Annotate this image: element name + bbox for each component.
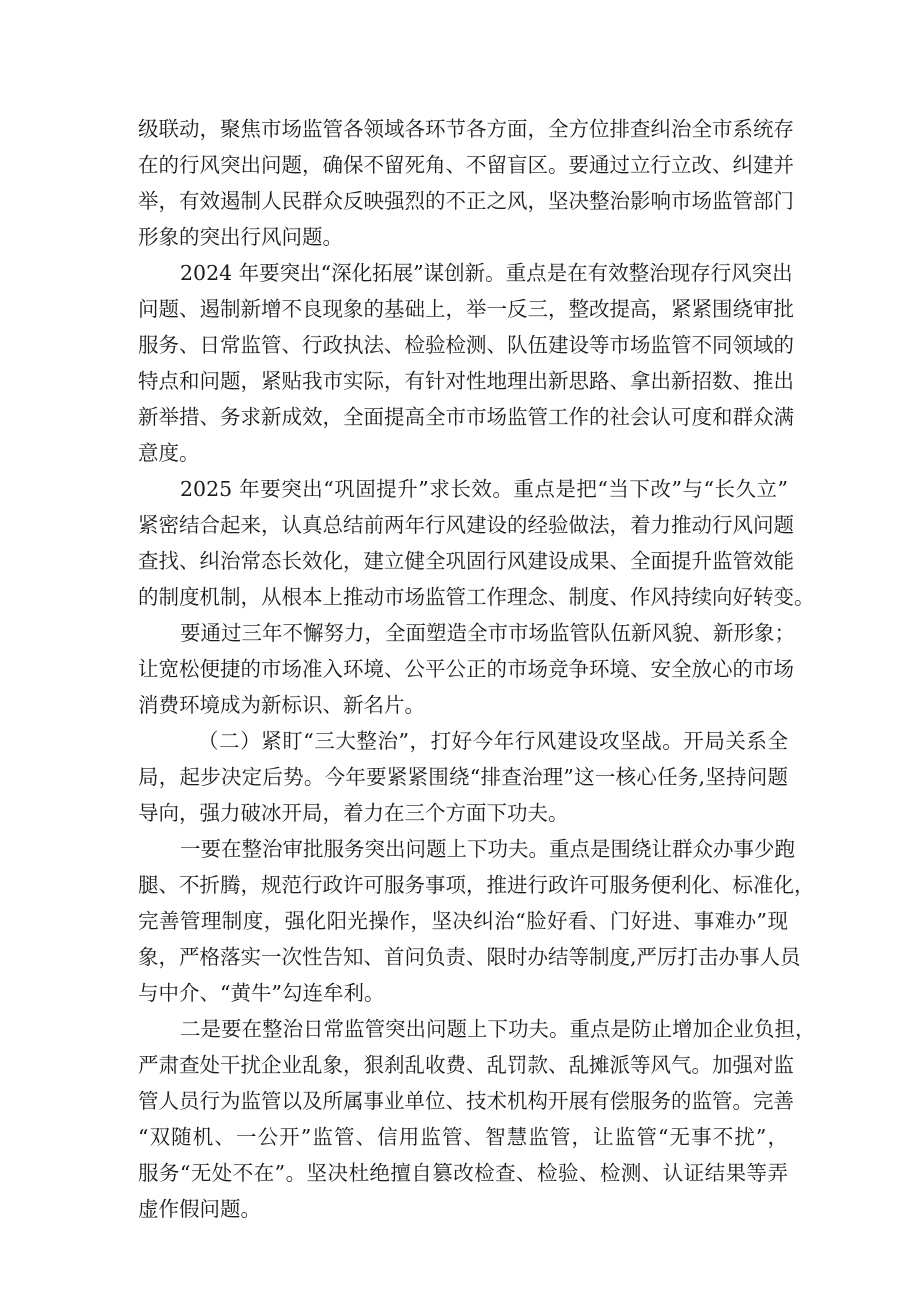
text-line: 意度。 xyxy=(138,441,200,465)
text-line: 与中介、“黄牛”勾连牟利。 xyxy=(138,981,385,1005)
text-line: 让宽松便捷的市场准入环境、公平公正的市场竞争环境、安全放心的市场 xyxy=(138,657,794,681)
text-line: 管人员行为监管以及所属事业单位、技术机构开展有偿服务的监管。完善 xyxy=(138,1089,794,1113)
text-line: 虚作假问题。 xyxy=(138,1197,261,1221)
text-line: 局，起步决定后势。今年要紧紧围绕“排查治理”这一核心任务,坚持问题 xyxy=(138,765,788,789)
text-line: 一要在整治审批服务突出问题上下功夫。重点是围绕让群众办事少跑 xyxy=(180,837,795,861)
text-line: 腿、不折腾，规范行政许可服务事项，推进行政许可服务便利化、标准化， xyxy=(138,873,815,897)
text-line: 紧密结合起来，认真总结前两年行风建设的经验做法，着力推动行风问题 xyxy=(138,513,794,537)
text-line: 形象的突出行风问题。 xyxy=(138,225,343,249)
text-line: “双随机、一公开”监管、信用监管、智慧监管，让监管“无事不扰”， xyxy=(138,1125,788,1149)
text-line: 举，有效遏制人民群众反映强烈的不正之风，坚决整治影响市场监管部门 xyxy=(138,189,794,213)
text-line: 2025 年要突出“巩固提升”求长效。重点是把“当下改”与“长久立” xyxy=(180,477,788,501)
text-line: 服务、日常监管、行政执法、检验检测、队伍建设等市场监管不同领域的 xyxy=(138,333,794,357)
text-line: 导向，强力破冰开局，着力在三个方面下功夫。 xyxy=(138,801,569,825)
text-line: 严肃查处干扰企业乱象，狠刹乱收费、乱罚款、乱摊派等风气。加强对监 xyxy=(138,1053,794,1077)
text-line: 特点和问题，紧贴我市实际，有针对性地理出新思路、拿出新招数、推出 xyxy=(138,369,794,393)
text-line: 在的行风突出问题，确保不留死角、不留盲区。要通过立行立改、纠建并 xyxy=(138,153,794,177)
text-line: 查找、纠治常态长效化，建立健全巩固行风建设成果、全面提升监管效能 xyxy=(138,549,794,573)
text-line: 要通过三年不懈努力，全面塑造全市市场监管队伍新风貌、新形象； xyxy=(180,621,795,645)
text-line: 完善管理制度，强化阳光操作，坚决纠治“脸好看、门好进、事难办”现 xyxy=(138,909,788,933)
section-heading-line: （二）紧盯“三大整治”，打好今年行风建设攻坚战。开局关系全 xyxy=(198,729,788,753)
text-line: 级联动，聚焦市场监管各领域各环节各方面，全方位排查纠治全市系统存 xyxy=(138,117,794,141)
text-line: 象，严格落实一次性告知、首问负责、限时办结等制度,严厉打击办事人员 xyxy=(138,945,801,969)
text-line: 问题、遏制新增不良现象的基础上，举一反三，整改提高，紧紧围绕审批 xyxy=(138,297,794,321)
text-line: 服务“无处不在”。坚决杜绝擅自篡改检查、检验、检测、认证结果等弄 xyxy=(138,1161,788,1185)
text-line: 2024 年要突出“深化拓展”谋创新。重点是在有效整治现存行风突出 xyxy=(180,261,793,285)
text-line: 的制度机制，从根本上推动市场监管工作理念、制度、作风持续向好转变。 xyxy=(138,585,815,609)
text-line: 二是要在整治日常监管突出问题上下功夫。重点是防止增加企业负担， xyxy=(180,1017,816,1041)
text-line: 新举措、务求新成效，全面提高全市市场监管工作的社会认可度和群众满 xyxy=(138,405,794,429)
text-line: 消费环境成为新标识、新名片。 xyxy=(138,693,425,717)
